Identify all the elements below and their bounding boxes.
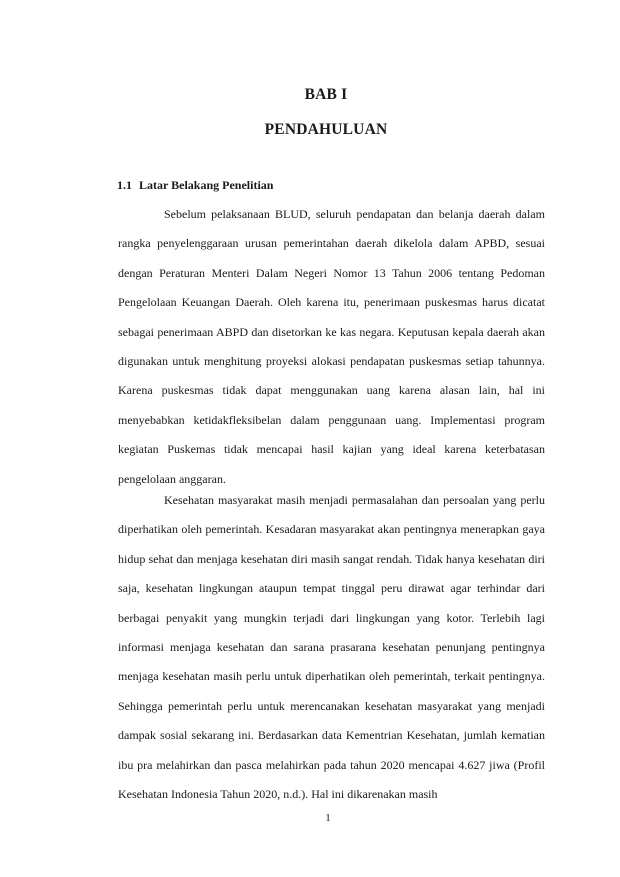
section-title: Latar Belakang Penelitian bbox=[139, 178, 274, 192]
section-number: 1.1 bbox=[117, 178, 132, 192]
page-number: 1 bbox=[325, 812, 331, 824]
chapter-number: BAB I bbox=[304, 86, 348, 103]
chapter-title: PENDAHULUAN bbox=[264, 121, 388, 138]
paragraph-text: Sebelum pelaksanaan BLUD, seluruh pendapatan dan belanja daerah dalam rangka penyelenggaraan urusan pemerintahan daerah dikelola dalam APBD, sesuai dengan Peraturan Menteri Dalam Negeri Nomor 13 Tahun 2006 tentang Pedoman Pengelolaan Keuangan Daerah. Oleh karena itu, penerimaan puskesmas harus dicatat sebagai penerimaan ABPD dan disetorkan ke kas negara. Keputusan kepala daerah akan digunakan untuk menghitung proyeksi alokasi pendapatan puskesmas setiap tahunnya. Karena puskesmas tidak dapat menggunakan uang karena alasan lain, hal ini menyebabkan ketidakfleksibelan dalam penggunaan uang. Implementasi program kegiatan Puskemas tidak mencapai hasil kajian yang ideal karena keterbatasan pengelolaan anggaran. bbox=[118, 207, 545, 486]
paragraph-text: Kesehatan masyarakat masih menjadi permasalahan dan persoalan yang perlu diperhatikan oleh pemerintah. Kesadaran masyarakat akan pentingnya menerapkan gaya hidup sehat dan menjaga kesehatan diri masih sangat rendah. Tidak hanya kesehatan diri saja, kesehatan lingkungan ataupun tempat tinggal peru dirawat agar terhindar dari berbagai penyakit yang mungkin terjadi dari lingkungan yang kotor. Terlebih lagi informasi menjaga kesehatan dan sarana prasarana kesehatan penunjang pentingnya menjaga kesehatan masih perlu untuk diperhatikan oleh pemerintah, terkait pentingnya. Sehingga pemerintah perlu untuk merencanakan kesehatan masyarakat yang menjadi dampak sosial sekarang ini. Berdasarkan data Kementrian Kesehatan, jumlah kematian ibu pra melahirkan dan pasca melahirkan pada tahun 2020 mencapai 4.627 jiwa (Profil Kesehatan Indonesia Tahun 2020, n.d.). Hal ini dikarenakan masih bbox=[118, 493, 545, 802]
body-paragraph-2 bbox=[118, 486, 545, 809]
section-heading bbox=[117, 178, 273, 193]
body-paragraph-1 bbox=[118, 200, 545, 494]
